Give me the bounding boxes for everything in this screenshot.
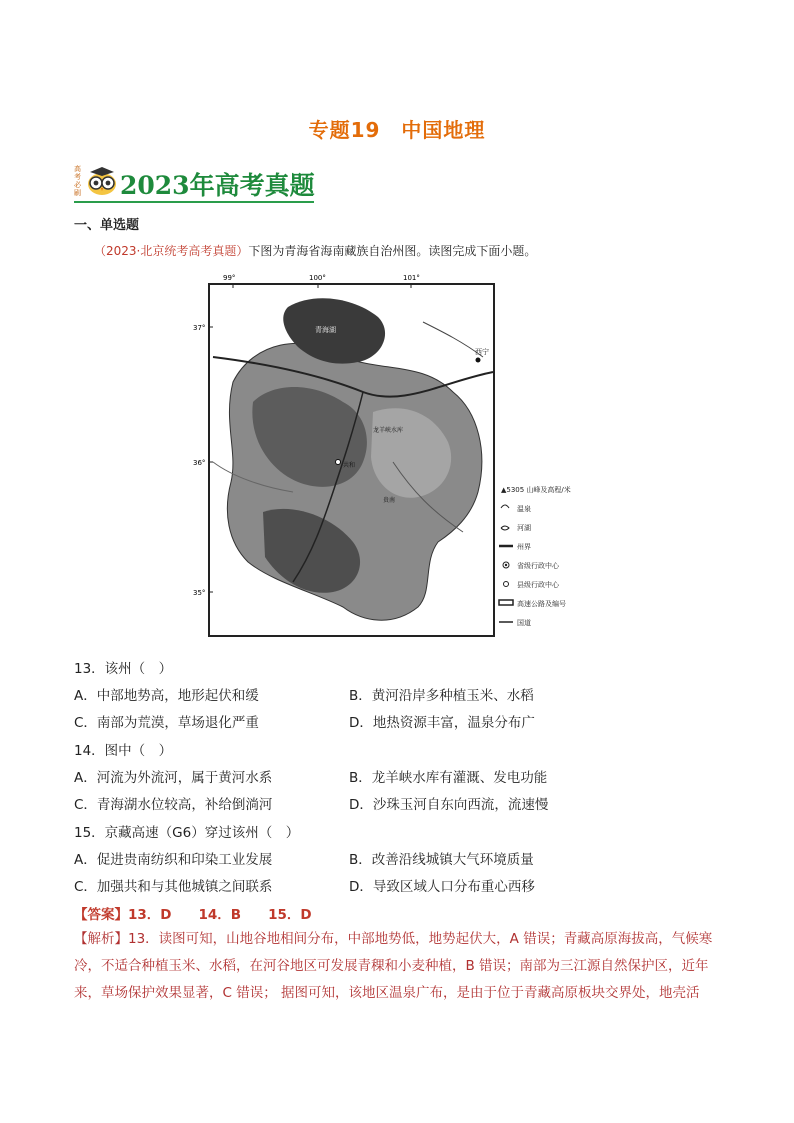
legend-prefecture-border: 州界 [517, 543, 531, 551]
place-label: 共和 [343, 462, 356, 469]
hot-spring-icon [501, 505, 509, 508]
q14-option-d: D．沙珠玉河自东向西流，流速慢 [349, 797, 549, 813]
banner-underline [74, 201, 314, 203]
lat-label: 36° [193, 459, 206, 467]
q13-option-d: D．地热资源丰富，温泉分布广 [349, 715, 535, 731]
section-banner [74, 164, 334, 200]
question-14-stem: 14．图中（ ） [74, 743, 173, 759]
lat-label: 35° [193, 589, 206, 597]
hainan-prefecture-map [193, 262, 613, 642]
place-label: 贵南 [383, 497, 396, 504]
place-label: 龙羊峡水库 [373, 427, 404, 434]
q15-option-c: C．加强共和与其他城镇之间联系 [74, 879, 273, 895]
section-heading: 一、单选题 [74, 218, 140, 233]
legend-national-road: 国道 [517, 619, 531, 627]
legend-river-lake: 河湖 [517, 524, 531, 532]
legend-provincial-center: 省级行政中心 [517, 562, 559, 570]
q15-option-b: B．改善沿线城镇大气环境质量 [349, 852, 534, 868]
answer-line: 【答案】13．D 14．B 15．D [74, 907, 312, 923]
lon-label: 99° [223, 274, 236, 282]
intro-source: （2023·北京统考高考真题） [94, 244, 249, 258]
owl-mascot-icon [86, 166, 118, 196]
explanation-line-1: 【解析】13．读图可知，山地谷地相间分布，中部地势低，地势起伏大，A 错误；青藏高原海拔高，气候寒 [74, 931, 713, 947]
intro-text: 下图为青海省海南藏族自治州图。读图完成下面小题。 [248, 244, 537, 258]
doc-title: 专题19 中国地理 [308, 118, 486, 142]
place-label: 西宁 [475, 348, 489, 356]
q15-option-a: A．促进贵南纺织和印染工业发展 [74, 852, 273, 868]
q13-option-c: C．南部为荒漠，草场退化严重 [74, 715, 259, 731]
legend-peak: ▲5305 山峰及高程/米 [501, 486, 571, 494]
lon-label: 100° [309, 274, 326, 282]
banner-title: 2023年高考真题 [120, 171, 315, 200]
q13-option-a: A．中部地势高，地形起伏和缓 [74, 688, 259, 704]
q14-option-c: C．青海湖水位较高，补给倒淌河 [74, 797, 273, 813]
legend-expressway: 高速公路及编号 [517, 600, 566, 608]
q15-option-d: D．导致区域人口分布重心西移 [349, 879, 535, 895]
question-15-stem: 15．京藏高速（G6）穿过该州（ ） [74, 825, 300, 841]
place-label: 青海湖 [315, 326, 336, 334]
q14-option-a: A．河流为外流河，属于黄河水系 [74, 770, 273, 786]
lat-label: 37° [193, 324, 206, 332]
legend-hot-spring: 温泉 [517, 505, 531, 513]
legend-county-center: 县级行政中心 [517, 581, 559, 589]
question-intro [94, 242, 536, 259]
question-13-stem: 13．该州（ ） [74, 661, 173, 677]
badge-text: 高考必刷 [74, 165, 81, 197]
q14-option-b: B．龙羊峡水库有灌溉、发电功能 [349, 770, 548, 786]
q13-option-b: B．黄河沿岸多种植玉米、水稻 [349, 688, 534, 704]
lon-label: 101° [403, 274, 420, 282]
explanation-line-3: 来，草场保护效果显著，C 错误； 据图可知，该地区温泉广布，是由于位于青藏高原板块交界处，地壳活 [74, 985, 700, 1001]
river-icon [501, 526, 509, 530]
explanation-line-2: 冷，不适合种植玉米、水稻，在河谷地区可发展青稞和小麦种植，B 错误；南部为三江源自然保护区，近年 [74, 958, 709, 974]
